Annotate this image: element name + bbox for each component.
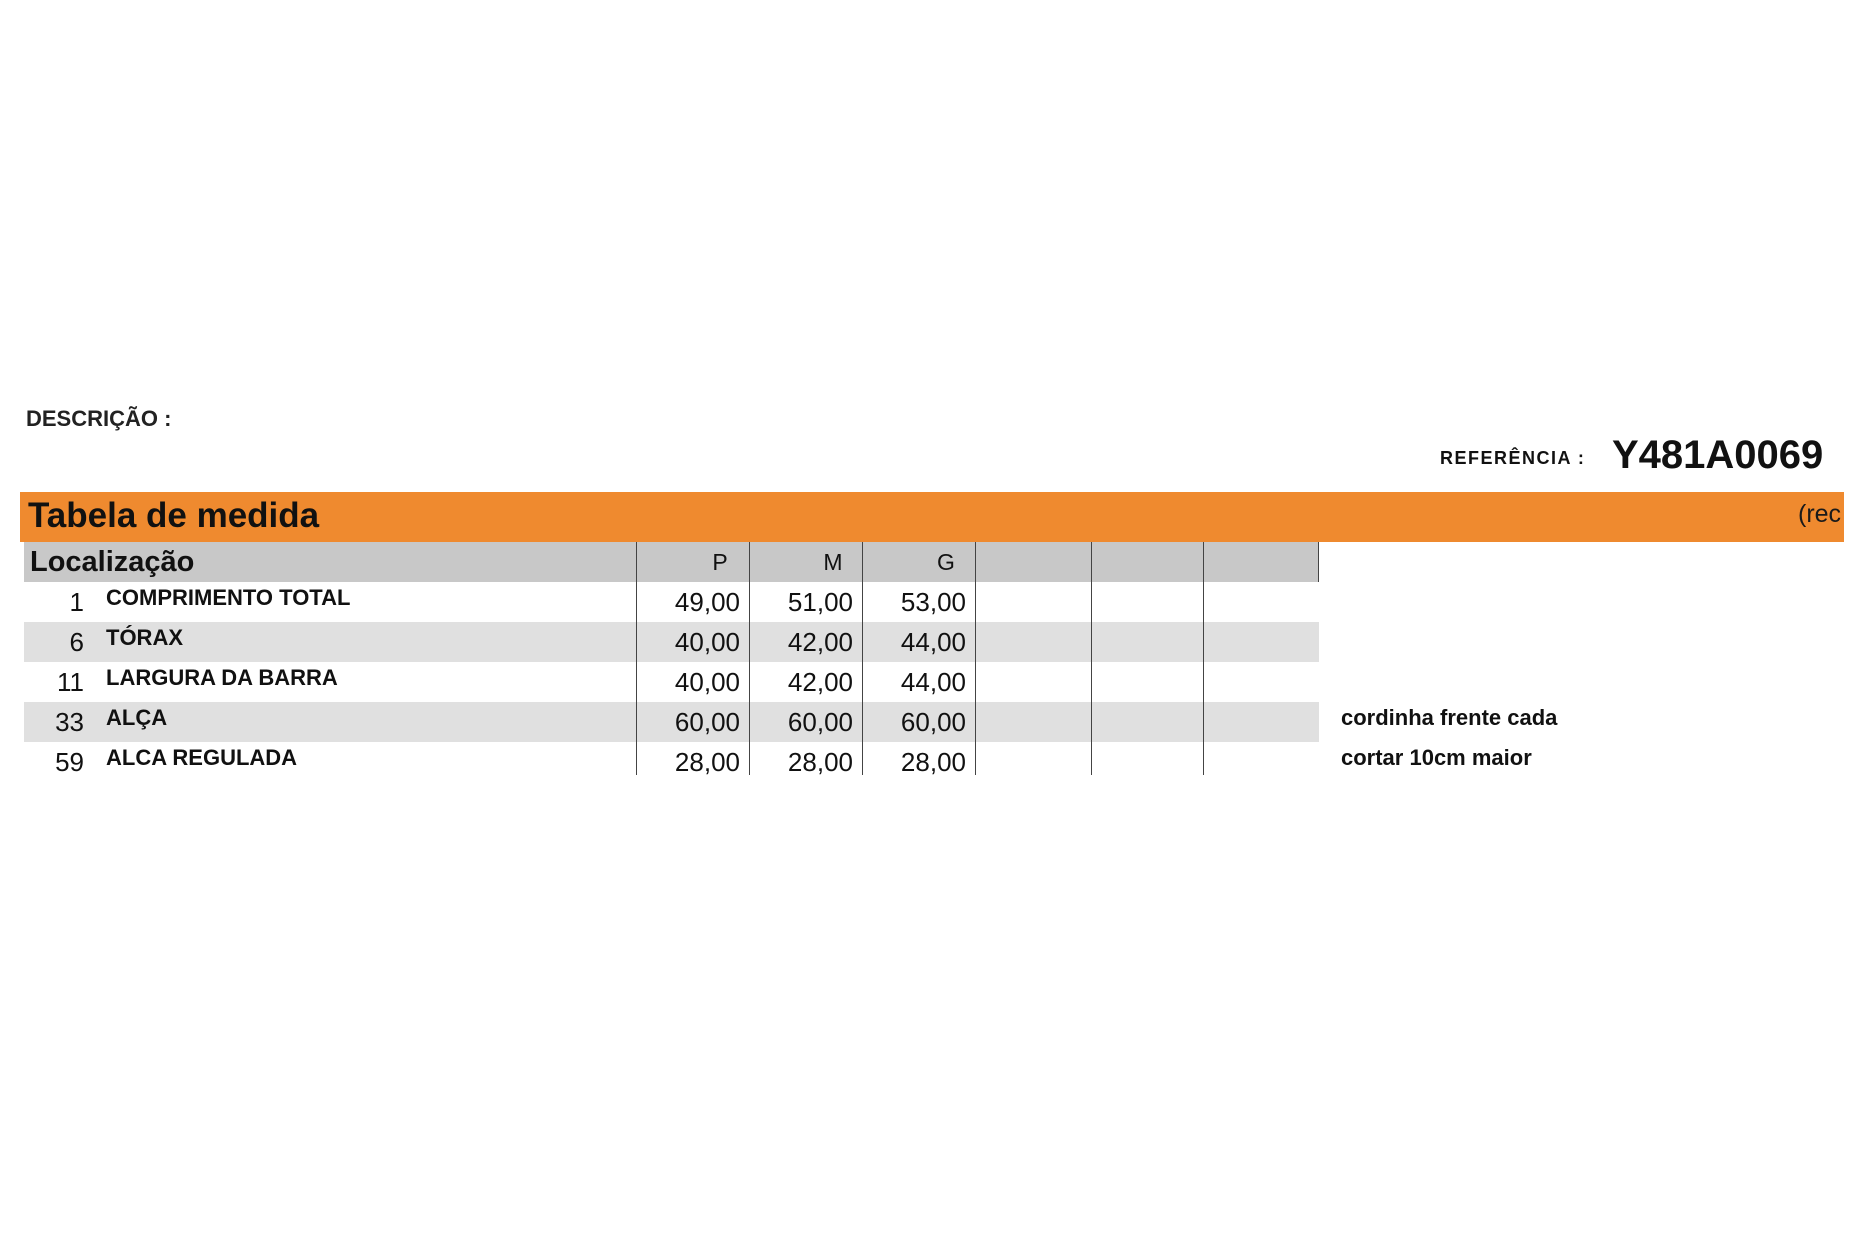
value-m: 42,00 [787,667,853,697]
value-m: 42,00 [787,627,853,657]
table-row [24,702,1844,742]
table-row [24,662,1844,702]
section-title-bar [20,492,1844,542]
value-p: 40,00 [674,627,740,657]
row-description: ALCA REGULADA [106,745,298,770]
value-g: 44,00 [900,667,966,697]
column-divider [1203,542,1204,775]
value-g: 60,00 [900,707,966,737]
row-description: TÓRAX [106,625,183,650]
row-number: 1 [69,587,84,617]
row-description: COMPRIMENTO TOTAL [106,585,351,610]
row-note: cordinha frente cada [1341,705,1558,730]
row-description: ALÇA [106,705,168,730]
row-number: 59 [55,747,84,777]
value-m: 51,00 [787,587,853,617]
reference-value: Y481A0069 [1612,433,1824,477]
size-header-g: G [937,549,955,575]
value-p: 60,00 [674,707,740,737]
value-p: 28,00 [674,747,740,777]
row-description: LARGURA DA BARRA [106,665,338,690]
table-row [24,742,1844,782]
table-header-row [24,542,1844,582]
row-number: 33 [55,707,84,737]
column-divider [862,542,863,775]
row-note: cortar 10cm maior [1341,745,1532,770]
value-p: 40,00 [674,667,740,697]
column-divider [636,542,637,775]
table-row [24,622,1844,662]
value-m: 28,00 [787,747,853,777]
value-g: 53,00 [900,587,966,617]
location-column-header: Localização [30,546,195,578]
value-g: 44,00 [900,627,966,657]
row-number: 6 [69,627,84,657]
reference-label: REFERÊNCIA : [1440,448,1586,468]
value-g: 28,00 [900,747,966,777]
section-right-text: (rec [1798,500,1842,528]
row-number: 11 [57,667,84,697]
size-header-m: M [823,549,843,575]
column-divider [975,542,976,775]
value-m: 60,00 [787,707,853,737]
table-row [24,582,1844,622]
column-divider [1318,542,1319,582]
section-title: Tabela de medida [28,496,320,535]
column-divider [749,542,750,775]
size-header-p: P [712,549,728,575]
measurement-table [24,542,1844,782]
column-divider [1091,542,1092,775]
value-p: 49,00 [674,587,740,617]
truncated-description-label: DESCRIÇÃO : [26,406,172,431]
